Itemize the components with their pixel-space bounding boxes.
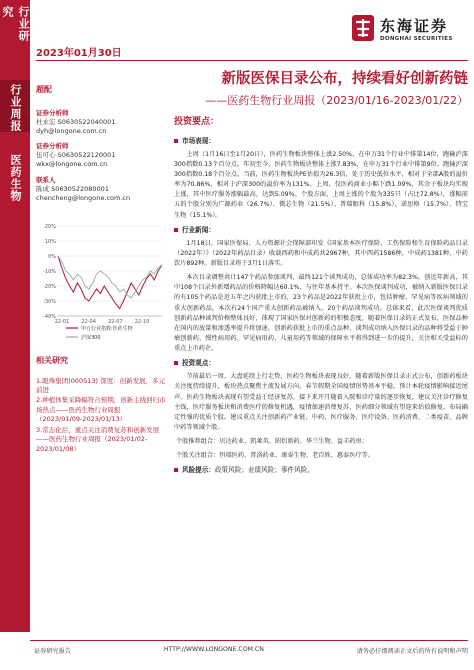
legend-label: 申万行业指数:医药生物 — [81, 326, 133, 332]
banner-label-weekly: 行业周报 — [0, 80, 30, 132]
section-industry-news: 行业新闻： — [174, 225, 468, 236]
analyst-role: 证券分析师 — [36, 109, 69, 117]
risk-text: 政策风险；业绩风险；事件风险。 — [214, 465, 314, 474]
performance-chart — [36, 220, 166, 350]
rating-label: 超配 — [36, 85, 52, 94]
paragraph-negotiation: 本次目录调整共计147个药品参加谈判，最终121个谈判成功，总体成功率为82.3%，创近年新高，其中108个目录外新增药品的价格降幅达60.1%，与往年基本持平。本次医保谈判成功，被纳入新版医保目录的有105个药品是近五年之内获批上市的，23个药品是2022年获批上市，包括肿瘤、罕见病等疾病领域的重大创新药品，本次有24个国产重大创新药品被纳入，20个药品谈判成功。总体来看，此次医保谈判优质创新药品种谈判价格整体良好，体现了国家医保对创新药的积极态度，随着医保目录的正式发布，医保品种在国内的放量和渗透率提升将加速。创新药获批上市的重点品种，谈判成功纳入医保目录的品种将受益于肿瘤创新药、慢性病用药、罕见病用药、儿童用药等领域的保障水平将得到进一步的提升，关注相关受益标的重点上市药企。 — [174, 274, 468, 352]
paragraph-news: 1月18日，国家医保局、人力资源社会保障部印发《国家基本医疗保险、工伤保险和生育保险药品目录（2022年）》（2022年药品目录）收载西药和中成药共2967种，其中西药1586种，中成药1381种，中药饮片892种。新版目录将于3月1日落实。 — [174, 240, 468, 268]
footer-disclaimer: 请务必仔细阅读正文后的所有说明和声明 — [356, 648, 468, 655]
risk-label: 风险提示： — [182, 465, 215, 474]
banner-label-research: 行业研究 — [1, 6, 30, 42]
x-tick-label: 22-07 — [108, 319, 123, 325]
analyst-name-id: 杜永宏 S0630522040001 — [36, 118, 116, 127]
paragraph-view: 节前最后一周，大盘延续上行走势，医药生物板块表现良好。随着新版医保目录正式公布，创新药板块关注度持续提升，板块热点聚焦主流发展方向。春节假期全国疫情形势基本平稳，预计本轮疫情影响接近尾声。医药生物板块表现有望受益于经济复苏，接下来开月随着入院和诊疗量的逐步恢复，建议关注诊疗修复主线，医疗服务板块和消费医疗的修复机遇，疫情加速消费复苏，医药细分领域有望迎来估值修复，布局确定性强的优质个股。建议重点关注创新药产业链、中药、医疗服务、医疗设备、医药消费、二类疫苗、品牌中药等领域个股。 — [174, 373, 468, 431]
analyst-email[interactable]: dyh@longone.com.cn — [36, 127, 107, 136]
watch-portfolio: 个股关注组合：恒瑞医药、普洛药业、康泰生物、老百姓、惠泰医疗等。 — [176, 451, 374, 459]
related-heading: 相关研究 — [36, 356, 68, 365]
report-subtitle: ——医药生物行业周报（2023/01/16-2023/01/22） — [205, 94, 468, 107]
y-tick-label: 0% — [48, 254, 56, 260]
main-content — [174, 115, 468, 479]
x-tick-label: 22-04 — [81, 319, 96, 325]
related-research — [36, 355, 166, 455]
recommended-portfolio: 个股推荐组合：贝达药业、凯莱英、昭衍新药、华兰生物、益丰药房； — [176, 437, 368, 445]
analyst-role: 联系人 — [36, 175, 56, 184]
performance-chart-svg — [36, 220, 166, 350]
x-tick-label: 22-01 — [54, 319, 70, 325]
y-tick-label: -40% — [43, 314, 56, 320]
section-market-performance: 市场表现： — [174, 136, 468, 147]
related-item[interactable]: 1.眼珠集团(000513) 深度：创新发展，多元前进 — [36, 376, 166, 395]
y-tick-label: -30% — [43, 299, 56, 305]
paragraph-market: 上周（1月16日至1月20日），医药生物板块整体上涨2.50%，在申万31个行业中排第14位，跑输沪深300指数0.13个百分点。年初至今，医药生物板块整体上涨7.83%，在申万31个行业中排第9位，跑输沪深300指数0.18个百分点。当前，医药生物板块PE估值为26.3倍，处于历史低位水平，相对于全部A股的溢价率为70.86%，相对于沪深300的溢价率为131%。上周，仅医药商业小幅下跌1.09%，其余子板块均实现上涨，其中医疗服务涨幅最高，达到5.09%。个股方面，上周上涨的个股为335只（占比72.8%），涨幅前五的个股分别为广源药业（26.7%）、微芯生物（21.5%）、普瑞眼科（15.8%）、诺思格（15.7%）、特宝生物（15.1%）。 — [174, 151, 468, 219]
analyst-card — [36, 109, 166, 136]
analyst-name-id: 陈成 S0630522080001 — [36, 184, 109, 193]
section-risk — [174, 465, 468, 476]
report-title: 新版医保目录公布，持续看好创新药链 — [221, 71, 468, 87]
analyst-email[interactable]: wkx@longone.com.cn — [36, 160, 108, 169]
logo-mark-icon — [350, 13, 376, 43]
logo-en-text: DONGHAI SECURITIES — [380, 35, 453, 42]
legend-label: 沪深300 — [81, 335, 101, 341]
analyst-card — [36, 142, 166, 169]
company-logo — [350, 8, 468, 48]
y-tick-label: -20% — [43, 284, 56, 290]
footer-divider — [30, 640, 468, 641]
analyst-card — [36, 176, 166, 203]
logo-cn-text: 东海证券 — [380, 16, 449, 35]
analyst-email[interactable]: chencheng@longone.com.cn — [36, 193, 131, 202]
related-item[interactable]: 2.种植体集采降幅符合预期，创新主线回归市场热点——医药生物行业周报（2023/01/09-2023/01/13） — [36, 396, 166, 424]
analyst-column — [36, 84, 166, 209]
x-tick-label: 22-10 — [134, 319, 150, 325]
y-tick-label: 10% — [44, 239, 56, 245]
analyst-role: 证券分析师 — [36, 142, 69, 151]
report-date: 2023年01月30日 — [36, 48, 122, 59]
key-points-title: 投资要点： — [174, 117, 220, 127]
analyst-name-id: 伍可心 S0630522120001 — [36, 151, 116, 160]
footer — [34, 646, 468, 655]
related-item[interactable]: 3.常态化后，重点关注消费复苏和创新发展——医药生物行业周报（2023/01/02-2023/01/08） — [36, 425, 160, 453]
footer-label: 证券研究报告 — [34, 648, 72, 655]
footer-url[interactable]: HTTP://WWW.LONGONE.COM.CN — [163, 646, 264, 653]
section-investment-view: 投资观点： — [174, 358, 468, 369]
y-tick-label: -10% — [43, 269, 56, 275]
header-divider — [36, 60, 468, 61]
series-line — [58, 256, 162, 309]
banner-label-industry: 医药生物 — [9, 154, 22, 202]
y-tick-label: 20% — [44, 224, 56, 230]
